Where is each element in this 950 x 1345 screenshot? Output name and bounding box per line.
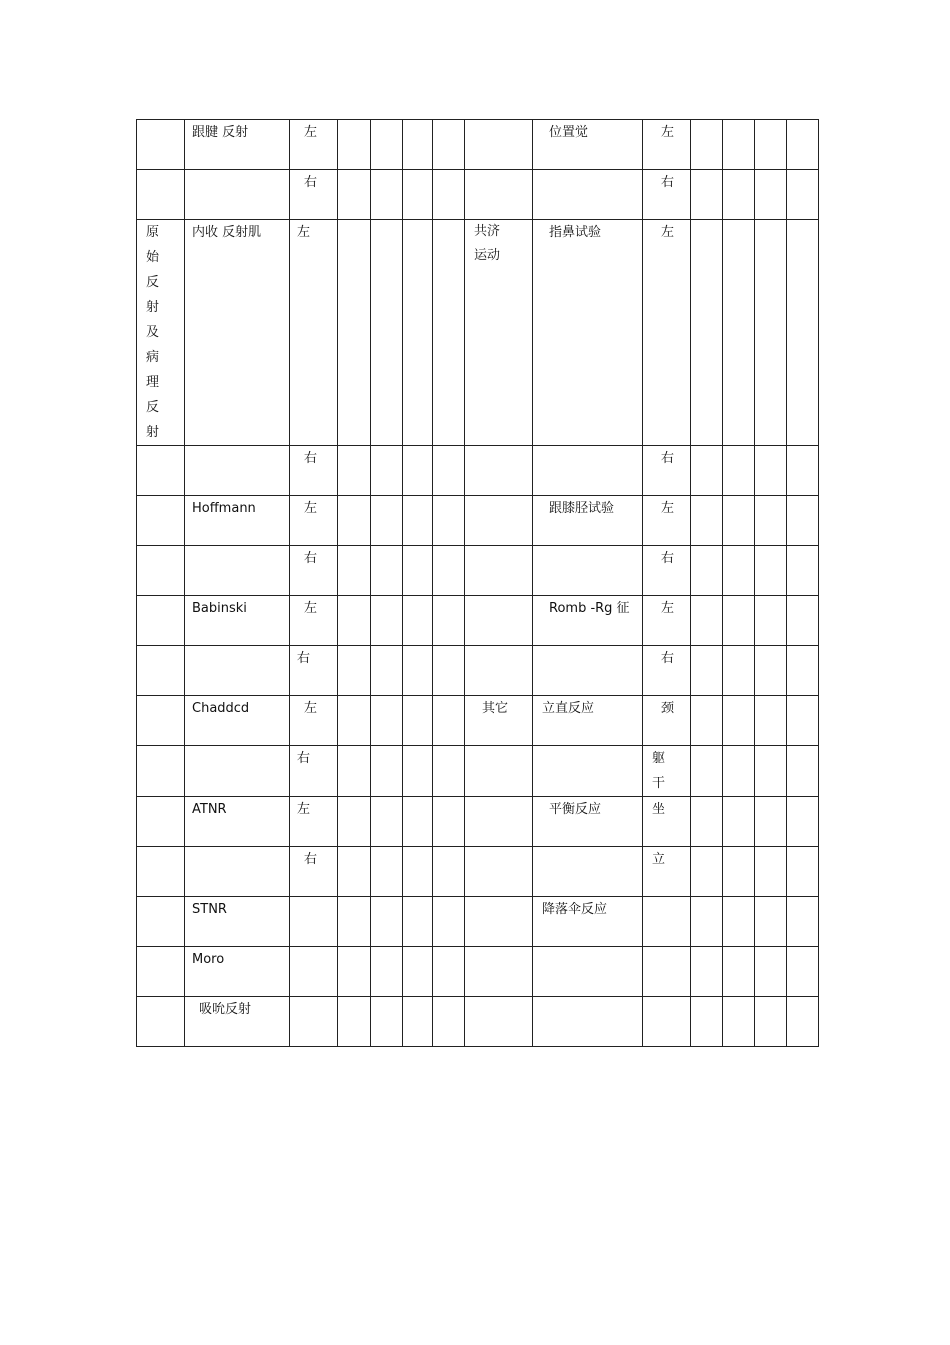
item2-name-cell: 平衡反应 (533, 797, 643, 847)
score-cell[interactable] (433, 897, 465, 947)
score-cell[interactable] (787, 746, 819, 797)
score-cell[interactable] (433, 797, 465, 847)
score-cell[interactable] (403, 546, 433, 596)
group-cell (137, 446, 185, 496)
score-cell[interactable] (723, 897, 755, 947)
group-cell (137, 696, 185, 746)
score-cell[interactable] (433, 546, 465, 596)
item2-name-cell: 降落伞反应 (533, 897, 643, 947)
group2-cell (465, 646, 533, 696)
side-cell: 右 (290, 546, 338, 596)
score-cell[interactable] (787, 546, 819, 596)
score-cell[interactable] (403, 947, 433, 997)
side-cell: 右 (290, 646, 338, 696)
side2-cell: 右 (643, 646, 691, 696)
reflex-name-cell (185, 746, 290, 797)
score-cell[interactable] (371, 596, 403, 646)
score-cell[interactable] (691, 897, 723, 947)
score-cell[interactable] (691, 847, 723, 897)
group-cell (137, 947, 185, 997)
score-cell[interactable] (338, 997, 371, 1047)
group-cell (137, 220, 185, 446)
score-cell[interactable] (403, 797, 433, 847)
score-cell[interactable] (755, 797, 787, 847)
score-cell[interactable] (338, 947, 371, 997)
score-cell[interactable] (691, 170, 723, 220)
score-cell[interactable] (403, 496, 433, 546)
table-row (137, 220, 819, 446)
group2-cell (465, 220, 533, 446)
reflex-name-cell: Moro (185, 947, 290, 997)
side-cell: 左 (290, 220, 338, 446)
score-cell[interactable] (787, 446, 819, 496)
side-cell: 左 (290, 596, 338, 646)
score-cell[interactable] (755, 546, 787, 596)
table-row (137, 696, 819, 746)
item2-name-cell (533, 446, 643, 496)
reflex-name-cell: 吸吮反射 (185, 997, 290, 1047)
score-cell[interactable] (691, 496, 723, 546)
score-cell[interactable] (755, 220, 787, 446)
group-cell (137, 746, 185, 797)
score-cell[interactable] (787, 897, 819, 947)
score-cell[interactable] (723, 746, 755, 797)
table-row (137, 170, 819, 220)
reflex-name-cell (185, 847, 290, 897)
score-cell[interactable] (338, 496, 371, 546)
score-cell[interactable] (723, 120, 755, 170)
score-cell[interactable] (755, 746, 787, 797)
group-cell (137, 596, 185, 646)
score-cell[interactable] (787, 220, 819, 446)
score-cell[interactable] (691, 596, 723, 646)
reflex-name-cell: ATNR (185, 797, 290, 847)
score-cell[interactable] (371, 120, 403, 170)
score-cell[interactable] (723, 847, 755, 897)
score-cell[interactable] (755, 446, 787, 496)
score-cell[interactable] (691, 746, 723, 797)
score-cell[interactable] (755, 847, 787, 897)
group-cell (137, 997, 185, 1047)
item2-name-cell (533, 546, 643, 596)
reflex-name-cell: Chaddcd (185, 696, 290, 746)
score-cell[interactable] (371, 446, 403, 496)
score-cell[interactable] (433, 496, 465, 546)
side-cell: 右 (290, 170, 338, 220)
side-cell: 右 (290, 446, 338, 496)
group-cell (137, 847, 185, 897)
score-cell[interactable] (338, 120, 371, 170)
score-cell[interactable] (338, 797, 371, 847)
side2-cell: 颈 (643, 696, 691, 746)
group-cell (137, 120, 185, 170)
score-cell[interactable] (691, 646, 723, 696)
group-label-other: 其它 (482, 701, 509, 716)
score-cell[interactable] (723, 546, 755, 596)
table-row (137, 120, 819, 170)
reflex-name-cell (185, 446, 290, 496)
side2-cell (643, 997, 691, 1047)
group2-cell (465, 847, 533, 897)
side2-cell: 左 (643, 220, 691, 446)
reflex-name-cell (185, 646, 290, 696)
table-row (137, 797, 819, 847)
score-cell[interactable] (403, 746, 433, 797)
score-cell[interactable] (433, 596, 465, 646)
reflex-name-cell: Babinski (185, 596, 290, 646)
score-cell[interactable] (403, 170, 433, 220)
score-cell[interactable] (433, 220, 465, 446)
table-row (137, 997, 819, 1047)
reflex-name-cell: Hoffmann (185, 496, 290, 546)
table-row (137, 446, 819, 496)
score-cell[interactable] (755, 120, 787, 170)
side2-cell (643, 897, 691, 947)
group2-cell (465, 120, 533, 170)
table-row (137, 746, 819, 797)
score-cell[interactable] (338, 696, 371, 746)
item2-name-cell: 指鼻试验 (533, 220, 643, 446)
side2-cell: 立 (643, 847, 691, 897)
score-cell[interactable] (338, 646, 371, 696)
score-cell[interactable] (691, 546, 723, 596)
item2-name-cell: 跟膝胫试验 (533, 496, 643, 546)
score-cell[interactable] (755, 646, 787, 696)
side-cell: 右 (290, 746, 338, 797)
side2-cell: 坐 (643, 797, 691, 847)
score-cell[interactable] (338, 170, 371, 220)
score-cell[interactable] (691, 947, 723, 997)
side-cell: 左 (290, 120, 338, 170)
group-cell (137, 496, 185, 546)
side-cell: 右 (290, 847, 338, 897)
group-label-primitive-reflex: 原始反射及病理反射 (146, 225, 160, 440)
score-cell[interactable] (338, 746, 371, 797)
score-cell[interactable] (403, 446, 433, 496)
score-cell[interactable] (433, 746, 465, 797)
assessment-table (136, 119, 819, 1047)
score-cell[interactable] (691, 120, 723, 170)
score-cell[interactable] (403, 897, 433, 947)
group-cell (137, 170, 185, 220)
side-cell (290, 897, 338, 947)
score-cell[interactable] (371, 746, 403, 797)
table-row (137, 847, 819, 897)
side2-cell: 右 (643, 170, 691, 220)
side-cell: 左 (290, 496, 338, 546)
item2-name-cell: Romb -Rg 征 (533, 596, 643, 646)
score-cell[interactable] (755, 696, 787, 746)
group2-cell (465, 446, 533, 496)
side-cell (290, 947, 338, 997)
score-cell[interactable] (755, 596, 787, 646)
score-cell[interactable] (723, 696, 755, 746)
score-cell[interactable] (403, 696, 433, 746)
score-cell[interactable] (723, 646, 755, 696)
score-cell[interactable] (433, 170, 465, 220)
score-cell[interactable] (787, 947, 819, 997)
score-cell[interactable] (723, 596, 755, 646)
score-cell[interactable] (433, 997, 465, 1047)
score-cell[interactable] (755, 897, 787, 947)
score-cell[interactable] (787, 997, 819, 1047)
score-cell[interactable] (691, 220, 723, 446)
score-cell[interactable] (691, 797, 723, 847)
side2-cell: 右 (643, 546, 691, 596)
score-cell[interactable] (433, 646, 465, 696)
score-cell[interactable] (433, 696, 465, 746)
group-cell (137, 646, 185, 696)
score-cell[interactable] (787, 596, 819, 646)
score-cell[interactable] (787, 696, 819, 746)
score-cell[interactable] (338, 847, 371, 897)
score-cell[interactable] (371, 947, 403, 997)
group2-cell (465, 546, 533, 596)
side-cell (290, 997, 338, 1047)
score-cell[interactable] (403, 847, 433, 897)
group-label-coordination: 共济运动 (474, 224, 501, 263)
side-cell: 左 (290, 797, 338, 847)
score-cell[interactable] (371, 696, 403, 746)
score-cell[interactable] (338, 446, 371, 496)
score-cell[interactable] (787, 120, 819, 170)
score-cell[interactable] (787, 170, 819, 220)
score-cell[interactable] (371, 496, 403, 546)
score-cell[interactable] (723, 170, 755, 220)
group-cell (137, 897, 185, 947)
group2-cell (465, 696, 533, 746)
score-cell[interactable] (403, 646, 433, 696)
score-cell[interactable] (691, 446, 723, 496)
side2-cell: 右 (643, 446, 691, 496)
score-cell[interactable] (723, 220, 755, 446)
side2-cell: 左 (643, 496, 691, 546)
group2-cell (465, 170, 533, 220)
score-cell[interactable] (433, 120, 465, 170)
table-row (137, 646, 819, 696)
group2-cell (465, 596, 533, 646)
score-cell[interactable] (338, 596, 371, 646)
group-cell (137, 797, 185, 847)
score-cell[interactable] (338, 220, 371, 446)
reflex-name-cell: 跟腱 反射 (185, 120, 290, 170)
score-cell[interactable] (723, 496, 755, 546)
item2-name-cell (533, 646, 643, 696)
score-cell[interactable] (338, 897, 371, 947)
group2-cell (465, 797, 533, 847)
score-cell[interactable] (433, 947, 465, 997)
score-cell[interactable] (755, 170, 787, 220)
score-cell[interactable] (338, 546, 371, 596)
table-row (137, 897, 819, 947)
side2-cell: 左 (643, 596, 691, 646)
score-cell[interactable] (403, 596, 433, 646)
side2-cell (643, 947, 691, 997)
score-cell[interactable] (755, 997, 787, 1047)
table-row (137, 596, 819, 646)
side-cell: 左 (290, 696, 338, 746)
item2-name-cell (533, 847, 643, 897)
group-cell (137, 546, 185, 596)
score-cell[interactable] (433, 847, 465, 897)
reflex-name-cell (185, 170, 290, 220)
score-cell[interactable] (755, 947, 787, 997)
item2-name-cell: 立直反应 (533, 696, 643, 746)
reflex-name-cell: 内收 反射肌 (185, 220, 290, 446)
table-row (137, 947, 819, 997)
score-cell[interactable] (787, 797, 819, 847)
group2-cell (465, 746, 533, 797)
score-cell[interactable] (691, 997, 723, 1047)
score-cell[interactable] (787, 847, 819, 897)
score-cell[interactable] (371, 546, 403, 596)
score-cell[interactable] (371, 847, 403, 897)
reflex-name-cell (185, 546, 290, 596)
score-cell[interactable] (403, 997, 433, 1047)
score-cell[interactable] (723, 947, 755, 997)
score-cell[interactable] (691, 696, 723, 746)
item2-name-cell (533, 947, 643, 997)
score-cell[interactable] (755, 496, 787, 546)
score-cell[interactable] (371, 220, 403, 446)
score-cell[interactable] (433, 446, 465, 496)
score-cell[interactable] (723, 997, 755, 1047)
score-cell[interactable] (787, 646, 819, 696)
score-cell[interactable] (787, 496, 819, 546)
table-row (137, 546, 819, 596)
side2-cell: 左 (643, 120, 691, 170)
group2-cell (465, 496, 533, 546)
score-cell[interactable] (403, 220, 433, 446)
table-row (137, 496, 819, 546)
score-cell[interactable] (723, 446, 755, 496)
group2-cell (465, 997, 533, 1047)
score-cell[interactable] (403, 120, 433, 170)
group2-cell (465, 947, 533, 997)
score-cell[interactable] (371, 170, 403, 220)
reflex-name-cell: STNR (185, 897, 290, 947)
score-cell[interactable] (371, 797, 403, 847)
item2-name-cell: 位置觉 (533, 120, 643, 170)
score-cell[interactable] (723, 797, 755, 847)
score-cell[interactable] (371, 997, 403, 1047)
item2-name-cell (533, 170, 643, 220)
item2-name-cell (533, 746, 643, 797)
score-cell[interactable] (371, 646, 403, 696)
item2-name-cell (533, 997, 643, 1047)
score-cell[interactable] (371, 897, 403, 947)
group2-cell (465, 897, 533, 947)
side2-cell: 躯干 (643, 746, 691, 797)
